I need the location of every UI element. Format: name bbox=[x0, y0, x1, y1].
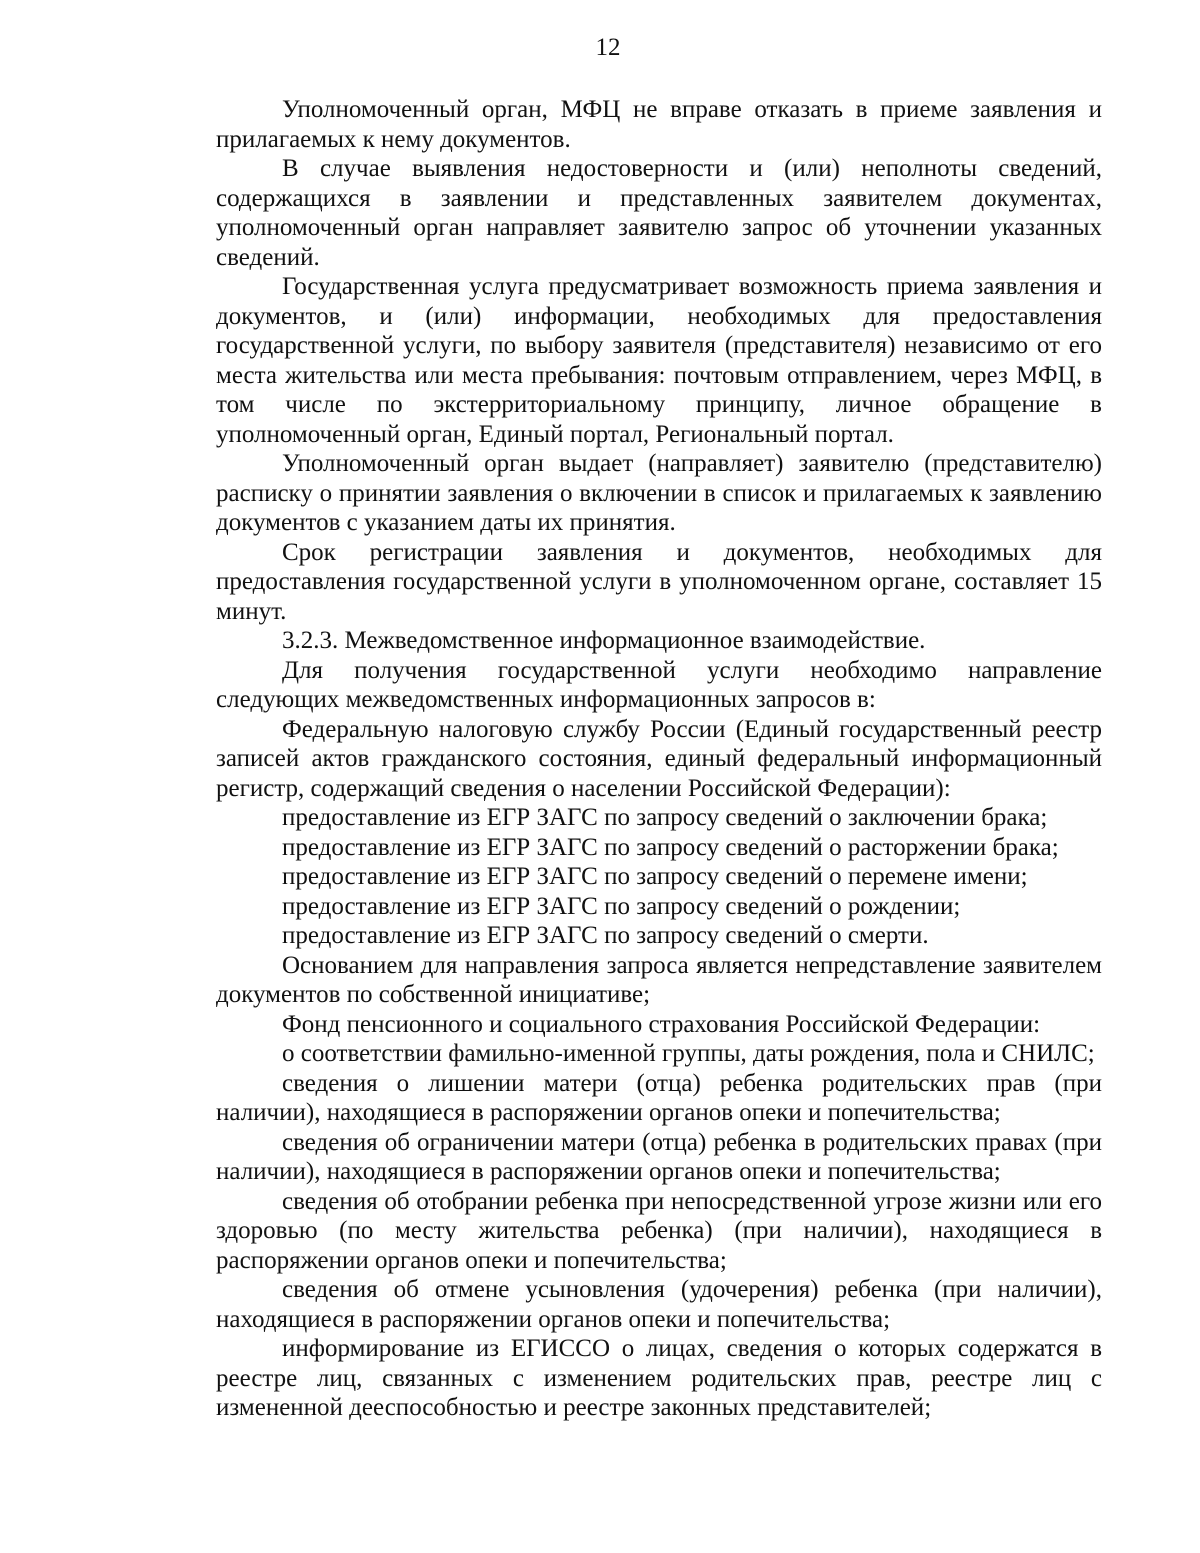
list-item: сведения об отмене усыновления (удочерения) ребенка (при наличии), находящиеся в распоряжении органов опеки и попечительства; bbox=[216, 1276, 1102, 1333]
paragraph-1: Уполномоченный орган, МФЦ не вправе отказать в приеме заявления и прилагаемых к нему документов. bbox=[216, 96, 1102, 153]
section-heading: 3.2.3. Межведомственное информационное взаимодействие. bbox=[282, 627, 926, 654]
list-item: предоставление из ЕГР ЗАГС по запросу сведений о расторжении брака; bbox=[282, 833, 1059, 861]
list-item: сведения об отобрании ребенка при непосредственной угрозе жизни или его здоровью (по месту жительства ребенка) (при наличии), находящиеся в распоряжении органов опеки и попечительства; bbox=[216, 1187, 1102, 1274]
paragraph-2: В случае выявления недостоверности и (или) неполноты сведений, содержащихся в заявлении и представленных заявителем документах, уполномоченный орган направляет заявителю запрос об уточнении указанных сведений. bbox=[216, 155, 1102, 271]
paragraph-3: Государственная услуга предусматривает возможность приема заявления и документов, и (или) информации, необходимых для предоставления государственной услуги, по выбору заявителя (представителя) независимо от его места жительства или места пребывания: почтовым отправлением, через МФЦ, в том числе по экстерриториальному принципу, личное обращение в уполномоченный орган, Единый портал, Региональный портал. bbox=[216, 273, 1102, 448]
page-number: 12 bbox=[595, 34, 621, 61]
paragraph-14: Основанием для направления запроса является непредставление заявителем документов по собственной инициативе; bbox=[216, 951, 1102, 1008]
paragraph-8: Федеральную налоговую службу России (Единый государственный реестр записей актов гражданского состояния, единый федеральный информационный регистр, содержащий сведения о населении Российской Федерации): bbox=[216, 715, 1102, 802]
list-item: предоставление из ЕГР ЗАГС по запросу сведений о рождении; bbox=[282, 892, 961, 920]
paragraph-7: Для получения государственной услуги необходимо направление следующих межведомственных информационных запросов в: bbox=[216, 656, 1102, 713]
list-item: сведения об ограничении матери (отца) ребенка в родительских правах (при наличии), находящиеся в распоряжении органов опеки и попечительства; bbox=[216, 1128, 1102, 1185]
list-item: сведения о лишении матери (отца) ребенка родительских прав (при наличии), находящиеся в распоряжении органов опеки и попечительства; bbox=[216, 1069, 1102, 1126]
list-item: о соответствии фамильно-именной группы, даты рождения, пола и СНИЛС; bbox=[282, 1040, 1095, 1067]
paragraph-4: Уполномоченный орган выдает (направляет) заявителю (представителю) расписку о принятии заявления о включении в список и прилагаемых к заявлению документов с указанием даты их принятия. bbox=[216, 450, 1102, 536]
list-item: предоставление из ЕГР ЗАГС по запросу сведений о смерти. bbox=[282, 922, 929, 949]
list-item: информирование из ЕГИССО о лицах, сведения о которых содержатся в реестре лиц, связанных с изменением родительских прав, реестре лиц с измененной дееспособностью и реестре законных представителей; bbox=[216, 1335, 1102, 1421]
document-body bbox=[216, 95, 1102, 1423]
paragraph-5: Срок регистрации заявления и документов, необходимых для предоставления государственной услуги в уполномоченном органе, составляет 15 минут. bbox=[216, 538, 1102, 625]
list-item: предоставление из ЕГР ЗАГС по запросу сведений о перемене имени; bbox=[282, 863, 1028, 890]
paragraph-15: Фонд пенсионного и социального страхования Российской Федерации: bbox=[282, 1010, 1041, 1038]
list-item: предоставление из ЕГР ЗАГС по запросу сведений о заключении брака; bbox=[282, 804, 1048, 831]
